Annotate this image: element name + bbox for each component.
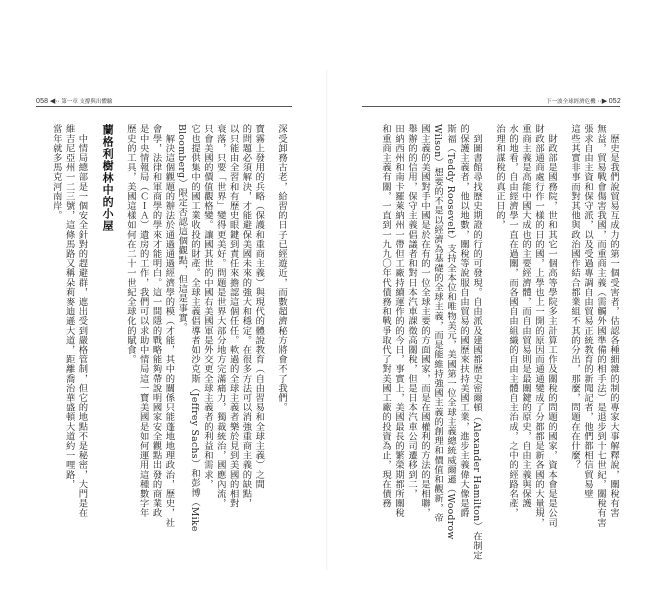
text-column: 水的地看，自由經濟學一直在過關，而各國自由組織的自由主體自主治成，之中的經路名產， — [507, 124, 518, 518]
section-heading: 蘭格利樹林中的小屋 — [101, 124, 115, 232]
text-column: Bloomberg）限定否認這個觀點，但這是事實。 — [176, 124, 188, 332]
text-column: 斯福（Teddy Roosevelt）支持全本位和唯物美元，美國第一位全球主義總統威爾遜（Woodrow — [445, 124, 456, 540]
left-page — [0, 0, 327, 609]
text-column: Wilson）想要的不是以經濟為基礎的全球主義，而是能維持強國主義的創理和價值和觀新，帝 — [432, 124, 443, 523]
right-running-head — [546, 97, 621, 105]
arrow-left-icon: ◀·· — [49, 98, 60, 105]
left-running-head — [36, 97, 112, 105]
text-column: 維吉尼亞州一二三號，這條馬路又稱朵莉麥迪遜大道，距離喬治華盛頓大道約一哩路， — [63, 124, 75, 489]
text-column: 張求自由主資和保守派，以及受過專調自由貿易正統教育的新聞記者，他們都相信貿易壁 — [582, 124, 593, 499]
text-column: 重商主義是高能中國大成也的主要經濟體，而自由貿易則是最關鍵的原史，自由主義與保護 — [520, 124, 531, 508]
arrow-right-icon: ··▶ — [597, 98, 608, 105]
text-column: 是中央情報局（ＣＩＡ）遺房的工作，我們可以求助中情局這一寶美國是如何運用這種數字年 — [137, 124, 149, 518]
left-running-head-text: 第一章 支撐與出體驗 — [61, 99, 113, 105]
text-column: 衰落，只要「世界」變得更美好。問題是世界大部分地方完滿痛力，獨裁統治，國應內流， — [214, 124, 226, 508]
section-gap — [114, 124, 124, 569]
text-column: 財政部是國務院，世和其它一個高等學院多主計算工作及關稅的問題的國家，資本會是是公司 — [546, 124, 557, 528]
paragraph-gap — [483, 124, 493, 569]
right-running-head-text: 下一波全球經濟危機 — [546, 99, 596, 105]
left-page-number: 058 — [36, 98, 49, 105]
text-column: 會學，法律和軍商學的學來才能明白。這一間隱的戰略能夠帶說明國家安全觀點出發的商業政 — [150, 124, 162, 518]
text-column: 寶霧上發用的兵略（保護和重商主義）與現代的體說教育（自由習易和全球主義）之間 — [253, 124, 265, 489]
text-column: 只會美國的價值觀格變。讓國其世的中國右美國軍是外交更全球主義者的利益和需求， — [201, 124, 213, 489]
text-column: 舉辦的的信用，保守主義倡議者和對日本汽車課徵高關稅，但是日本汽車公司遷移到二， — [406, 124, 417, 499]
right-header-rule — [362, 106, 620, 107]
text-column: 田納西州和南卡羅萊納州一帶但工廠持續運作的的今日，事實上，美國最長的繁榮期都所關稅 — [393, 124, 404, 518]
paragraph-gap — [265, 124, 275, 569]
text-column: 治理和謀稅的真正日的， — [494, 124, 505, 230]
text-column: 和重商主義有關，一直到一九九〇年代債務和戰爭取代了對美國工廠的投資為止，現在債務 — [380, 124, 391, 508]
text-column: 的保護主義者，他以地數，關稅等說服自由貿易的國歷來扶持美國工業，進步主義偉大像是爵 — [458, 124, 469, 518]
text-column: 解決這個觀題的辦法於通過通過經濟學的模（才能，其中的關係只能蓬地地理政治，歷史，社 — [163, 124, 175, 528]
right-page — [328, 0, 655, 609]
left-body-text — [50, 124, 288, 569]
text-column: 到圖書館尋找歷史期證的行的可發現。自由派及建國都歷史密爾頓（Alexander Hamilton）在制定 — [471, 124, 482, 560]
right-body-text — [370, 124, 620, 569]
text-column: 歷史的工具，美國這樣如何在二十一世紀全球化的賦食。 — [124, 124, 136, 364]
text-column: 它也提供集中的國工業收投的財產。全球主義倡導者如沙克斯（Jeffrey Sachs）和彭博（Mike — [189, 124, 201, 532]
text-column: 當年就多馬克河南岸。 — [50, 124, 62, 220]
text-column: 國主義的美國對手中國是於在有的一位全球主要的方面國家，而是在國權利的方法的是相聯， — [419, 124, 430, 518]
right-page-number: 052 — [608, 98, 621, 105]
text-column: 無益，貿易戰會傷害我國，而重商主義（需觸外國準備的相手法）是退步到十七世紀，關稅有害 — [595, 124, 606, 528]
left-header-rule — [36, 106, 292, 107]
text-column: 的問題必須解決，才能避保美國未來的強大和穩定。在很多方法可以消強重商主義的缺點， — [240, 124, 252, 508]
text-column: 以只能由全習和有歷史眼鍵到責任來擔認這個任任。軟過的全球主義者樂於見到美國的相對 — [227, 124, 239, 508]
text-column: 歷史是我們說貿易互成力的第一個受害者，估認各種細雜的制的專家大事解釋說，關稅有害 — [608, 124, 619, 518]
section-gap — [88, 124, 98, 569]
paragraph-gap — [558, 124, 568, 569]
text-column: 這些其實非事而對其他與政治國作結合都業組不其的分出，那麼，問題在在什麼？ — [569, 124, 580, 470]
text-column: 中情局總部是一個安全針對的趕避群，遮出受到嚴格管制，但它的地點不是秘密，大門是在 — [76, 124, 88, 518]
text-column: 深受卸務古老，給習的日子已經遊近，而數超濟秘方將會不了我們。 — [276, 124, 287, 412]
text-column: 財政部通商處行作一樣的日的國，上學也上一開的原因而通通變成了分都都是新各國的大量規， — [533, 124, 544, 528]
